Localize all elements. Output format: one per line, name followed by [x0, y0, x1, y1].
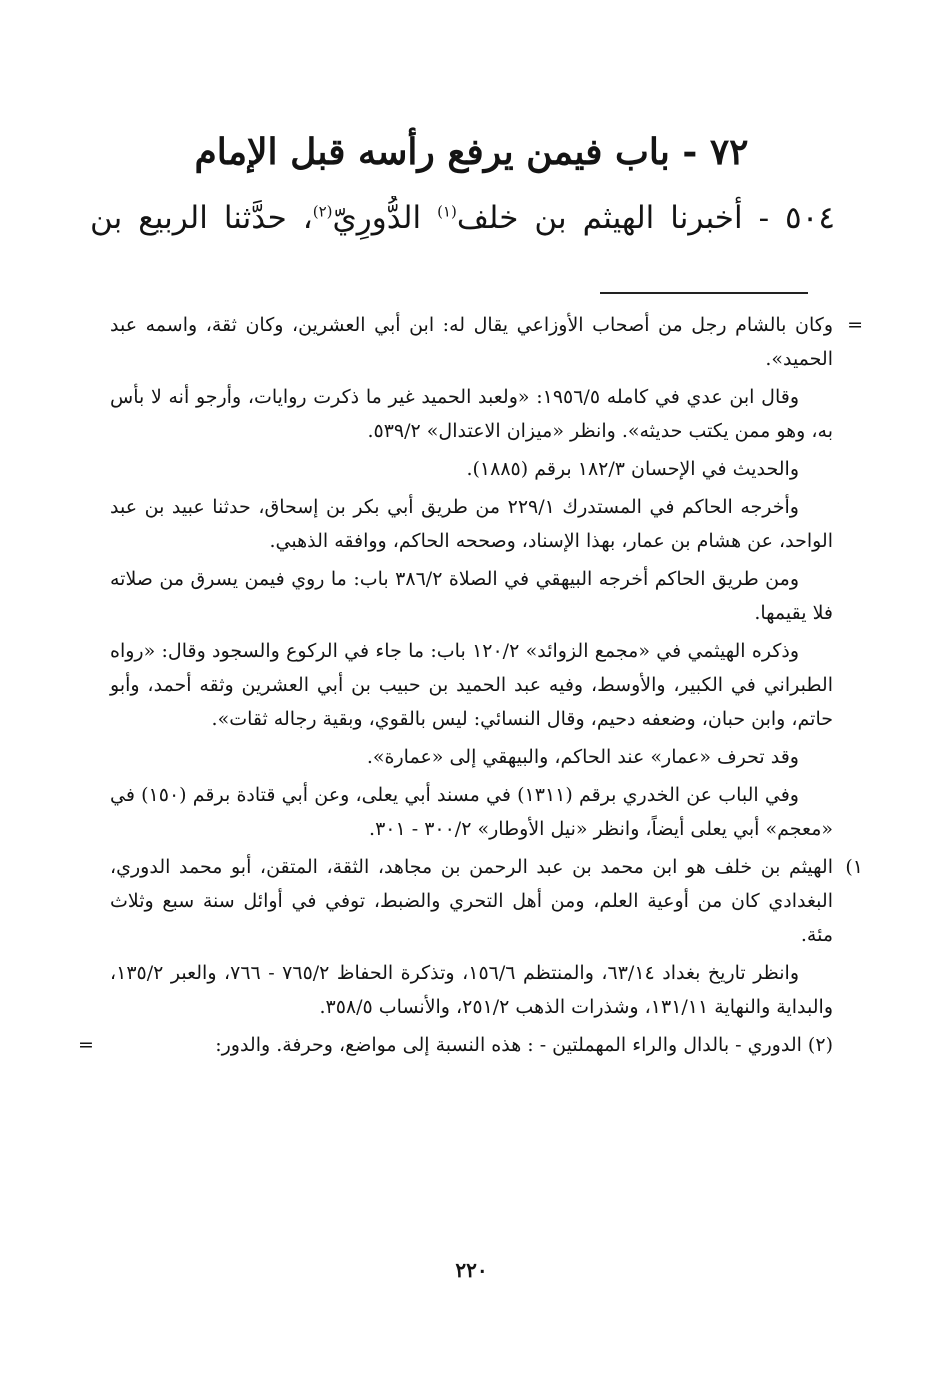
footnote-2 [78, 1028, 833, 1062]
note-bab: وفي الباب عن الخدري برقم (١٣١١) في مسند أبي يعلى، وعن أبي قتادة برقم (١٥٠) في «معجم» أبي يعلى أيضاً، وانظر «نيل الأوطار» ٣٠٠/٢ - ٣٠١. [110, 784, 833, 840]
hadith-text-part1: ٥٠٤ - أخبرنا الهيثم بن خلف [456, 200, 835, 236]
hadith-text-part2: الدُّورِيّ [332, 200, 438, 236]
note-continued [110, 308, 863, 376]
page-number: ٢٢٠ [455, 1258, 488, 1282]
footnote-ref-1[interactable]: (١) [437, 202, 457, 221]
footnote-1-number: ١) [845, 856, 863, 878]
note-haythami: وذكره الهيثمي في «مجمع الزوائد» ١٢٠/٢ باب: ما جاء في الركوع والسجود وقال: «رواه الطبراني في الكبير، والأوسط، وفيه عبد الحميد بن حبيب بن أبي العشرين وثقه أحمد، وأبو حاتم، وابن حبان، وضعفه دحيم، وقال النسائي: ليس بالقوي، وبقية رجاله ثقات». [110, 640, 833, 730]
note-text: وكان بالشام رجل من أصحاب الأوزاعي يقال له: ابن أبي العشرين، وكان ثقة، واسمه عبد الحميد». [110, 314, 833, 370]
footnote-2-text: (٢) الدوري - بالدال والراء المهملتين - : هذه النسبة إلى مواضع، وحرفة. والدور: [215, 1034, 833, 1056]
footnote-separator [600, 292, 808, 294]
hadith-text-part3: ، حدَّثنا الربيع بن [90, 200, 313, 236]
footnote-1-sources: وانظر تاريخ بغداد ٦٣/١٤، والمنتظم ١٥٦/٦، وتذكرة الحفاظ ٧٦٥/٢ - ٧٦٦، والعبر ١٣٥/٢، والبداية والنهاية ١٣١/١١، وشذرات الذهب ٢٥١/٢، والأنساب ٣٥٨/٥. [110, 962, 833, 1018]
footnote-2-continuation-mark: = [78, 1034, 94, 1056]
note-ibn-adi: وقال ابن عدي في كامله ١٩٥٦/٥: «ولعبد الحميد غير ما ذكرت روايات، وأرجو أنه لا بأس به، وهو ممن يكتب حديثه». وانظر «ميزان الاعتدال» ٥٣٩/٢. [110, 386, 833, 442]
note-ihsan: والحديث في الإحسان ١٨٢/٣ برقم (١٨٨٥). [466, 458, 799, 480]
footnote-1-text: الهيثم بن خلف هو ابن محمد بن عبد الرحمن بن مجاهد، الثقة، المتقن، أبو محمد الدوري، البغدادي كان من أوعية العلم، ومن أهل التحري والضبط، توفي في أوائل سنة سبع وثلاث مئة. [110, 856, 833, 946]
footnote-ref-2[interactable]: (٢) [312, 202, 333, 221]
continuation-mark: = [847, 314, 863, 336]
note-hakim: وأخرجه الحاكم في المستدرك ٢٢٩/١ من طريق أبي بكر بن إسحاق، حدثنا عبيد بن عبد الواحد، عن هشام بن عمار، بهذا الإسناد، وصححه الحاكم، ووافقه الذهبي. [110, 496, 833, 552]
chapter-title: ٧٢ - باب فيمن يرفع رأسه قبل الإمام [194, 131, 749, 173]
hadith-text [90, 196, 835, 240]
note-bayhaqi: ومن طريق الحاكم أخرجه البيهقي في الصلاة ٣٨٦/٢ باب: ما روي فيمن يسرق من صلاته فلا يقيمها. [110, 568, 833, 624]
note-tahrif: وقد تحرف «عمار» عند الحاكم، والبيهقي إلى «عمارة». [366, 746, 799, 768]
footnotes [78, 308, 863, 1066]
footnote-1 [110, 850, 863, 952]
